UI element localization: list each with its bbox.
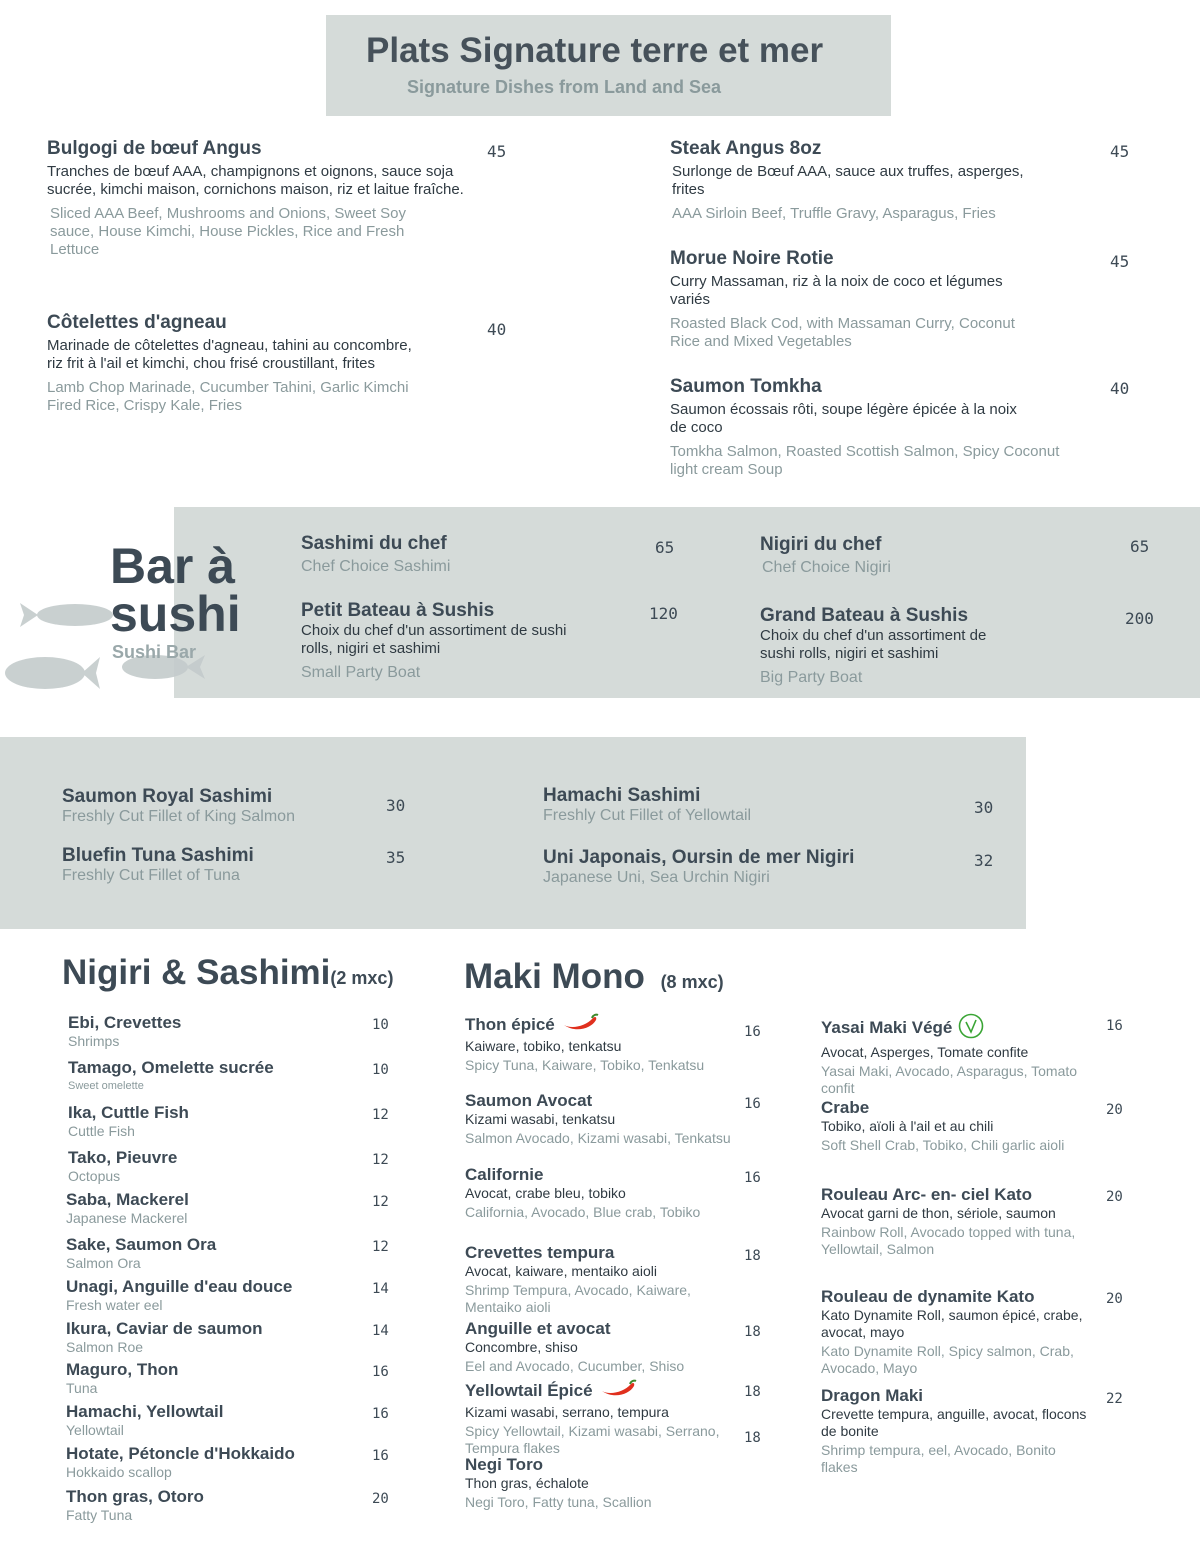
dish-price: 45 <box>1110 142 1130 161</box>
dish-name: Morue Noire Rotie <box>670 248 834 269</box>
nigiri-item <box>66 1487 204 1524</box>
item-price: 14 <box>372 1281 389 1297</box>
item-price: 16 <box>372 1364 389 1380</box>
nigiri-section-title <box>62 953 393 993</box>
item-name: Petit Bateau à Sushis <box>301 600 495 621</box>
sushi-bar-title-line2: sushi <box>110 586 241 642</box>
item-description-en: Freshly Cut Fillet of Tuna <box>62 867 240 884</box>
item-description-en: Shrimp tempura, eel, Avocado, Bonito flakes <box>821 1442 1056 1475</box>
nigiri-item <box>66 1235 216 1272</box>
item-price: 65 <box>1130 537 1150 556</box>
page-subtitle: Signature Dishes from Land and Sea <box>407 77 722 97</box>
chili-pepper-icon <box>561 1013 599 1038</box>
item-name: Ikura, Caviar de saumon <box>66 1319 263 1338</box>
item-name: Hamachi, Yellowtail <box>66 1402 224 1421</box>
item-name-row <box>465 1455 735 1475</box>
maki-qty: (8 mxc) <box>660 972 724 992</box>
dish-description-en: Lamb Chop Marinade, Cucumber Tahini, Garlic Kimchi Fired Rice, Crispy Kale, Fries <box>47 379 409 414</box>
item-description-en: Sweet omelette <box>68 1080 144 1092</box>
item-name: Anguille et avocat <box>465 1319 611 1338</box>
item-description-en: Fatty Tuna <box>66 1507 133 1523</box>
maki-section-title <box>464 957 724 997</box>
item-name: Sake, Saumon Ora <box>66 1235 217 1254</box>
item-description-fr: Crevette tempura, anguille, avocat, flocons de bonite <box>821 1406 1087 1439</box>
item-name: Tamago, Omelette sucrée <box>68 1058 274 1077</box>
item-description-fr: Avocat, Asperges, Tomate confite <box>821 1044 1029 1060</box>
item-price: 30 <box>386 796 406 815</box>
sashimi-item <box>62 845 254 885</box>
item-description-en: Small Party Boat <box>301 664 421 681</box>
vegetarian-icon <box>958 1013 984 1044</box>
sushi-bar-item <box>760 605 1020 687</box>
item-price: 20 <box>1106 1102 1123 1118</box>
item-description-fr: Tobiko, aïoli à l'ail et au chili <box>821 1118 994 1134</box>
item-description-en: Negi Toro, Fatty tuna, Scallion <box>465 1494 652 1510</box>
item-name: Saumon Avocat <box>465 1091 593 1110</box>
item-price: 35 <box>386 848 406 867</box>
nigiri-item <box>68 1058 274 1095</box>
item-price: 10 <box>372 1017 389 1033</box>
item-name: Sashimi du chef <box>301 533 447 554</box>
item-description-en: Yellowtail <box>66 1422 124 1438</box>
item-description-en: Spicy Tuna, Kaiware, Tobiko, Tenkatsu <box>465 1057 705 1073</box>
item-price: 16 <box>1106 1018 1123 1034</box>
item-description-en: Chef Choice Nigiri <box>762 559 891 576</box>
nigiri-item <box>68 1148 177 1185</box>
sushi-bar-item <box>301 533 601 576</box>
item-name-row <box>821 1098 1091 1118</box>
item-name: Thon épicé <box>465 1014 555 1034</box>
nigiri-item <box>66 1444 295 1481</box>
dish-name: Saumon Tomkha <box>670 376 822 397</box>
item-name: Unagi, Anguille d'eau douce <box>66 1277 293 1296</box>
item-description-en: Chef Choice Sashimi <box>301 558 451 575</box>
item-name: Bluefin Tuna Sashimi <box>62 845 254 866</box>
item-name: Ika, Cuttle Fish <box>68 1103 189 1122</box>
sushi-bar-title <box>110 538 241 642</box>
item-price: 12 <box>372 1194 389 1210</box>
dish-steak <box>670 138 1030 223</box>
item-description-fr: Thon gras, échalote <box>465 1475 589 1491</box>
item-description-en: Salmon Avocado, Kizami wasabi, Tenkatsu <box>465 1130 731 1146</box>
item-description-en: Shrimp Tempura, Avocado, Kaiware, Mentaiko aioli <box>465 1282 691 1315</box>
item-name-row <box>465 1319 735 1339</box>
maki-item <box>465 1455 735 1511</box>
header-box <box>326 15 891 116</box>
dish-description-fr: Tranches de bœuf AAA, champignons et oignons, sauce soja sucrée, kimchi maison, cornichons maison, riz et laitue fraîche. <box>47 163 464 198</box>
item-price: 16 <box>744 1024 761 1040</box>
item-description-en: Tuna <box>66 1380 98 1396</box>
item-description-fr: Kato Dynamite Roll, saumon épicé, crabe, avocat, mayo <box>821 1307 1083 1340</box>
item-name: Dragon Maki <box>821 1386 924 1405</box>
item-description-en: Soft Shell Crab, Tobiko, Chili garlic aioli <box>821 1137 1065 1153</box>
dish-morue <box>670 248 1020 351</box>
item-price: 10 <box>372 1062 389 1078</box>
item-description-fr: Avocat, kaiware, mentaiko aioli <box>465 1263 657 1279</box>
item-price: 12 <box>372 1107 389 1123</box>
maki-item <box>465 1091 735 1147</box>
item-price: 16 <box>744 1170 761 1186</box>
dish-description-fr: Saumon écossais rôti, soupe légère épicée à la noix de coco <box>670 401 1017 436</box>
item-name-row <box>465 1091 735 1111</box>
item-name: Nigiri du chef <box>760 534 882 555</box>
item-price: 20 <box>1106 1189 1123 1205</box>
item-name: Saba, Mackerel <box>66 1190 189 1209</box>
item-description-fr: Kizami wasabi, tenkatsu <box>465 1111 616 1127</box>
sushi-bar-item <box>760 534 1060 577</box>
item-name: Crevettes tempura <box>465 1243 615 1262</box>
item-description-en: Fresh water eel <box>66 1297 163 1313</box>
item-description-en: Cuttle Fish <box>68 1123 135 1139</box>
item-name: Crabe <box>821 1098 870 1117</box>
item-price: 20 <box>372 1491 389 1507</box>
item-name: Tako, Pieuvre <box>68 1148 178 1167</box>
dish-description-fr: Marinade de côtelettes d'agneau, tahini au concombre, riz frit à l'ail et kimchi, chou frisé croustillant, frites <box>47 337 412 372</box>
maki-item <box>821 1013 1091 1097</box>
item-name-row <box>821 1013 1091 1044</box>
dish-description-en: Sliced AAA Beef, Mushrooms and Onions, Sweet Soy sauce, House Kimchi, House Pickles, Rice and Fresh Lettuce <box>50 205 407 258</box>
dish-name: Côtelettes d'agneau <box>47 312 227 333</box>
item-price: 14 <box>372 1323 389 1339</box>
item-price: 16 <box>372 1406 389 1422</box>
nigiri-item <box>68 1103 189 1140</box>
item-name: Uni Japonais, Oursin de mer Nigiri <box>543 847 855 868</box>
item-description-fr: Kizami wasabi, serrano, tempura <box>465 1404 669 1420</box>
sushi-bar-title-line1: Bar à <box>110 538 236 594</box>
dish-description-en: AAA Sirloin Beef, Truffle Gravy, Asparagus, Fries <box>672 205 996 222</box>
item-price: 22 <box>1106 1391 1123 1407</box>
item-description-en: Yasai Maki, Avocado, Asparagus, Tomato confit <box>821 1063 1078 1096</box>
item-name: Maguro, Thon <box>66 1360 179 1379</box>
item-description-fr: Choix du chef d'un assortiment de sushi rolls, nigiri et sashimi <box>301 622 567 657</box>
dish-price: 40 <box>1110 379 1130 398</box>
maki-item <box>465 1319 735 1375</box>
dish-saumon-tomkha <box>670 376 1060 479</box>
dish-cotelettes <box>47 312 417 415</box>
item-description-fr: Avocat garni de thon, sériole, saumon <box>821 1205 1056 1221</box>
item-name-row <box>821 1287 1091 1307</box>
dish-name: Bulgogi de bœuf Angus <box>47 138 262 159</box>
nigiri-item <box>66 1319 263 1356</box>
item-name-row <box>465 1165 735 1185</box>
item-price: 16 <box>744 1096 761 1112</box>
maki-item <box>821 1386 1091 1476</box>
item-description-en: Freshly Cut Fillet of Yellowtail <box>543 807 752 824</box>
dish-description-en: Roasted Black Cod, with Massaman Curry, Coconut Rice and Mixed Vegetables <box>670 315 1015 350</box>
chili-pepper-icon <box>599 1379 637 1404</box>
nigiri-item <box>68 1013 181 1050</box>
item-name: Californie <box>465 1165 544 1184</box>
dish-name: Steak Angus 8oz <box>670 138 822 159</box>
item-price: 18 <box>744 1384 761 1400</box>
item-name: Thon gras, Otoro <box>66 1487 204 1506</box>
item-description-en: California, Avocado, Blue crab, Tobiko <box>465 1204 701 1220</box>
item-name-row <box>821 1386 1091 1406</box>
item-price: 65 <box>655 538 675 557</box>
item-description-fr: Avocat, crabe bleu, tobiko <box>465 1185 626 1201</box>
item-description-en: Freshly Cut Fillet of King Salmon <box>62 808 295 825</box>
item-name: Hamachi Sashimi <box>543 785 701 806</box>
page-title: Plats Signature terre et mer <box>366 31 824 70</box>
dish-price: 45 <box>1110 252 1130 271</box>
nigiri-item <box>66 1277 292 1314</box>
item-name: Yasai Maki Végé <box>821 1017 953 1037</box>
item-description-en: Salmon Roe <box>66 1339 144 1355</box>
item-price: 120 <box>649 604 678 623</box>
dish-description-fr: Surlonge de Bœuf AAA, sauce aux truffes, asperges, frites <box>672 163 1024 198</box>
item-description-fr: Kaiware, tobiko, tenkatsu <box>465 1038 622 1054</box>
item-price: 18 <box>744 1324 761 1340</box>
item-description-en: Japanese Uni, Sea Urchin Nigiri <box>543 869 770 886</box>
maki-item <box>465 1379 735 1457</box>
item-price: 12 <box>372 1152 389 1168</box>
item-price: 18 <box>744 1248 761 1264</box>
maki-item <box>465 1013 735 1074</box>
item-description-en: Octopus <box>68 1168 121 1184</box>
nigiri-item <box>66 1360 178 1397</box>
dish-price: 45 <box>487 142 507 161</box>
maki-item <box>465 1243 735 1316</box>
item-price: 30 <box>974 798 994 817</box>
dish-price: 40 <box>487 320 507 339</box>
sashimi-item <box>62 786 295 826</box>
item-name: Yellowtail Épicé <box>465 1380 593 1400</box>
item-name: Rouleau de dynamite Kato <box>821 1287 1035 1306</box>
maki-item <box>821 1185 1091 1258</box>
item-description-en: Eel and Avocado, Cucumber, Shiso <box>465 1358 685 1374</box>
item-price: 200 <box>1125 609 1154 628</box>
sushi-bar-item <box>301 600 591 682</box>
item-name-row <box>465 1379 735 1404</box>
maki-item <box>821 1098 1091 1154</box>
item-description-fr: Choix du chef d'un assortiment de sushi rolls, nigiri et sashimi <box>760 627 987 662</box>
item-price: 18 <box>744 1430 761 1446</box>
item-description-en: Japanese Mackerel <box>66 1210 188 1226</box>
item-name: Ebi, Crevettes <box>68 1013 182 1032</box>
nigiri-item <box>66 1190 189 1227</box>
nigiri-qty: (2 mxc) <box>330 968 394 988</box>
item-price: 12 <box>372 1239 389 1255</box>
item-description-en: Salmon Ora <box>66 1255 141 1271</box>
sashimi-band <box>0 737 1026 929</box>
sashimi-item <box>543 847 854 887</box>
sushi-bar-subtitle: Sushi Bar <box>112 642 197 662</box>
item-description-en: Rainbow Roll, Avocado topped with tuna, Yellowtail, Salmon <box>821 1224 1076 1257</box>
item-name: Rouleau Arc- en- ciel Kato <box>821 1185 1032 1204</box>
maki-title: Maki Mono <box>464 957 645 996</box>
item-name-row <box>821 1185 1091 1205</box>
sashimi-item <box>543 785 751 825</box>
item-description-en: Kato Dynamite Roll, Spicy salmon, Crab, Avocado, Mayo <box>821 1343 1074 1376</box>
nigiri-item <box>66 1402 223 1439</box>
dish-bulgogi <box>47 138 487 259</box>
dish-description-fr: Curry Massaman, riz à la noix de coco et légumes variés <box>670 273 1003 308</box>
item-name-row <box>465 1243 735 1263</box>
nigiri-title: Nigiri & Sashimi <box>62 953 331 992</box>
item-price: 20 <box>1106 1291 1123 1307</box>
item-description-en: Shrimps <box>68 1033 120 1049</box>
dish-description-en: Tomkha Salmon, Roasted Scottish Salmon, Spicy Coconut light cream Soup <box>670 443 1060 478</box>
item-name: Negi Toro <box>465 1455 544 1474</box>
item-description-en: Big Party Boat <box>760 669 863 686</box>
item-price: 32 <box>974 851 994 870</box>
item-price: 16 <box>372 1448 389 1464</box>
maki-item <box>821 1287 1091 1377</box>
item-description-en: Spicy Yellowtail, Kizami wasabi, Serrano, Tempura flakes <box>465 1423 720 1456</box>
item-name: Saumon Royal Sashimi <box>62 786 273 807</box>
item-name-row <box>465 1013 735 1038</box>
maki-item <box>465 1165 735 1221</box>
item-name: Grand Bateau à Sushis <box>760 605 969 626</box>
item-description-fr: Concombre, shiso <box>465 1339 578 1355</box>
item-name: Hotate, Pétoncle d'Hokkaido <box>66 1444 295 1463</box>
item-description-en: Hokkaido scallop <box>66 1464 172 1480</box>
